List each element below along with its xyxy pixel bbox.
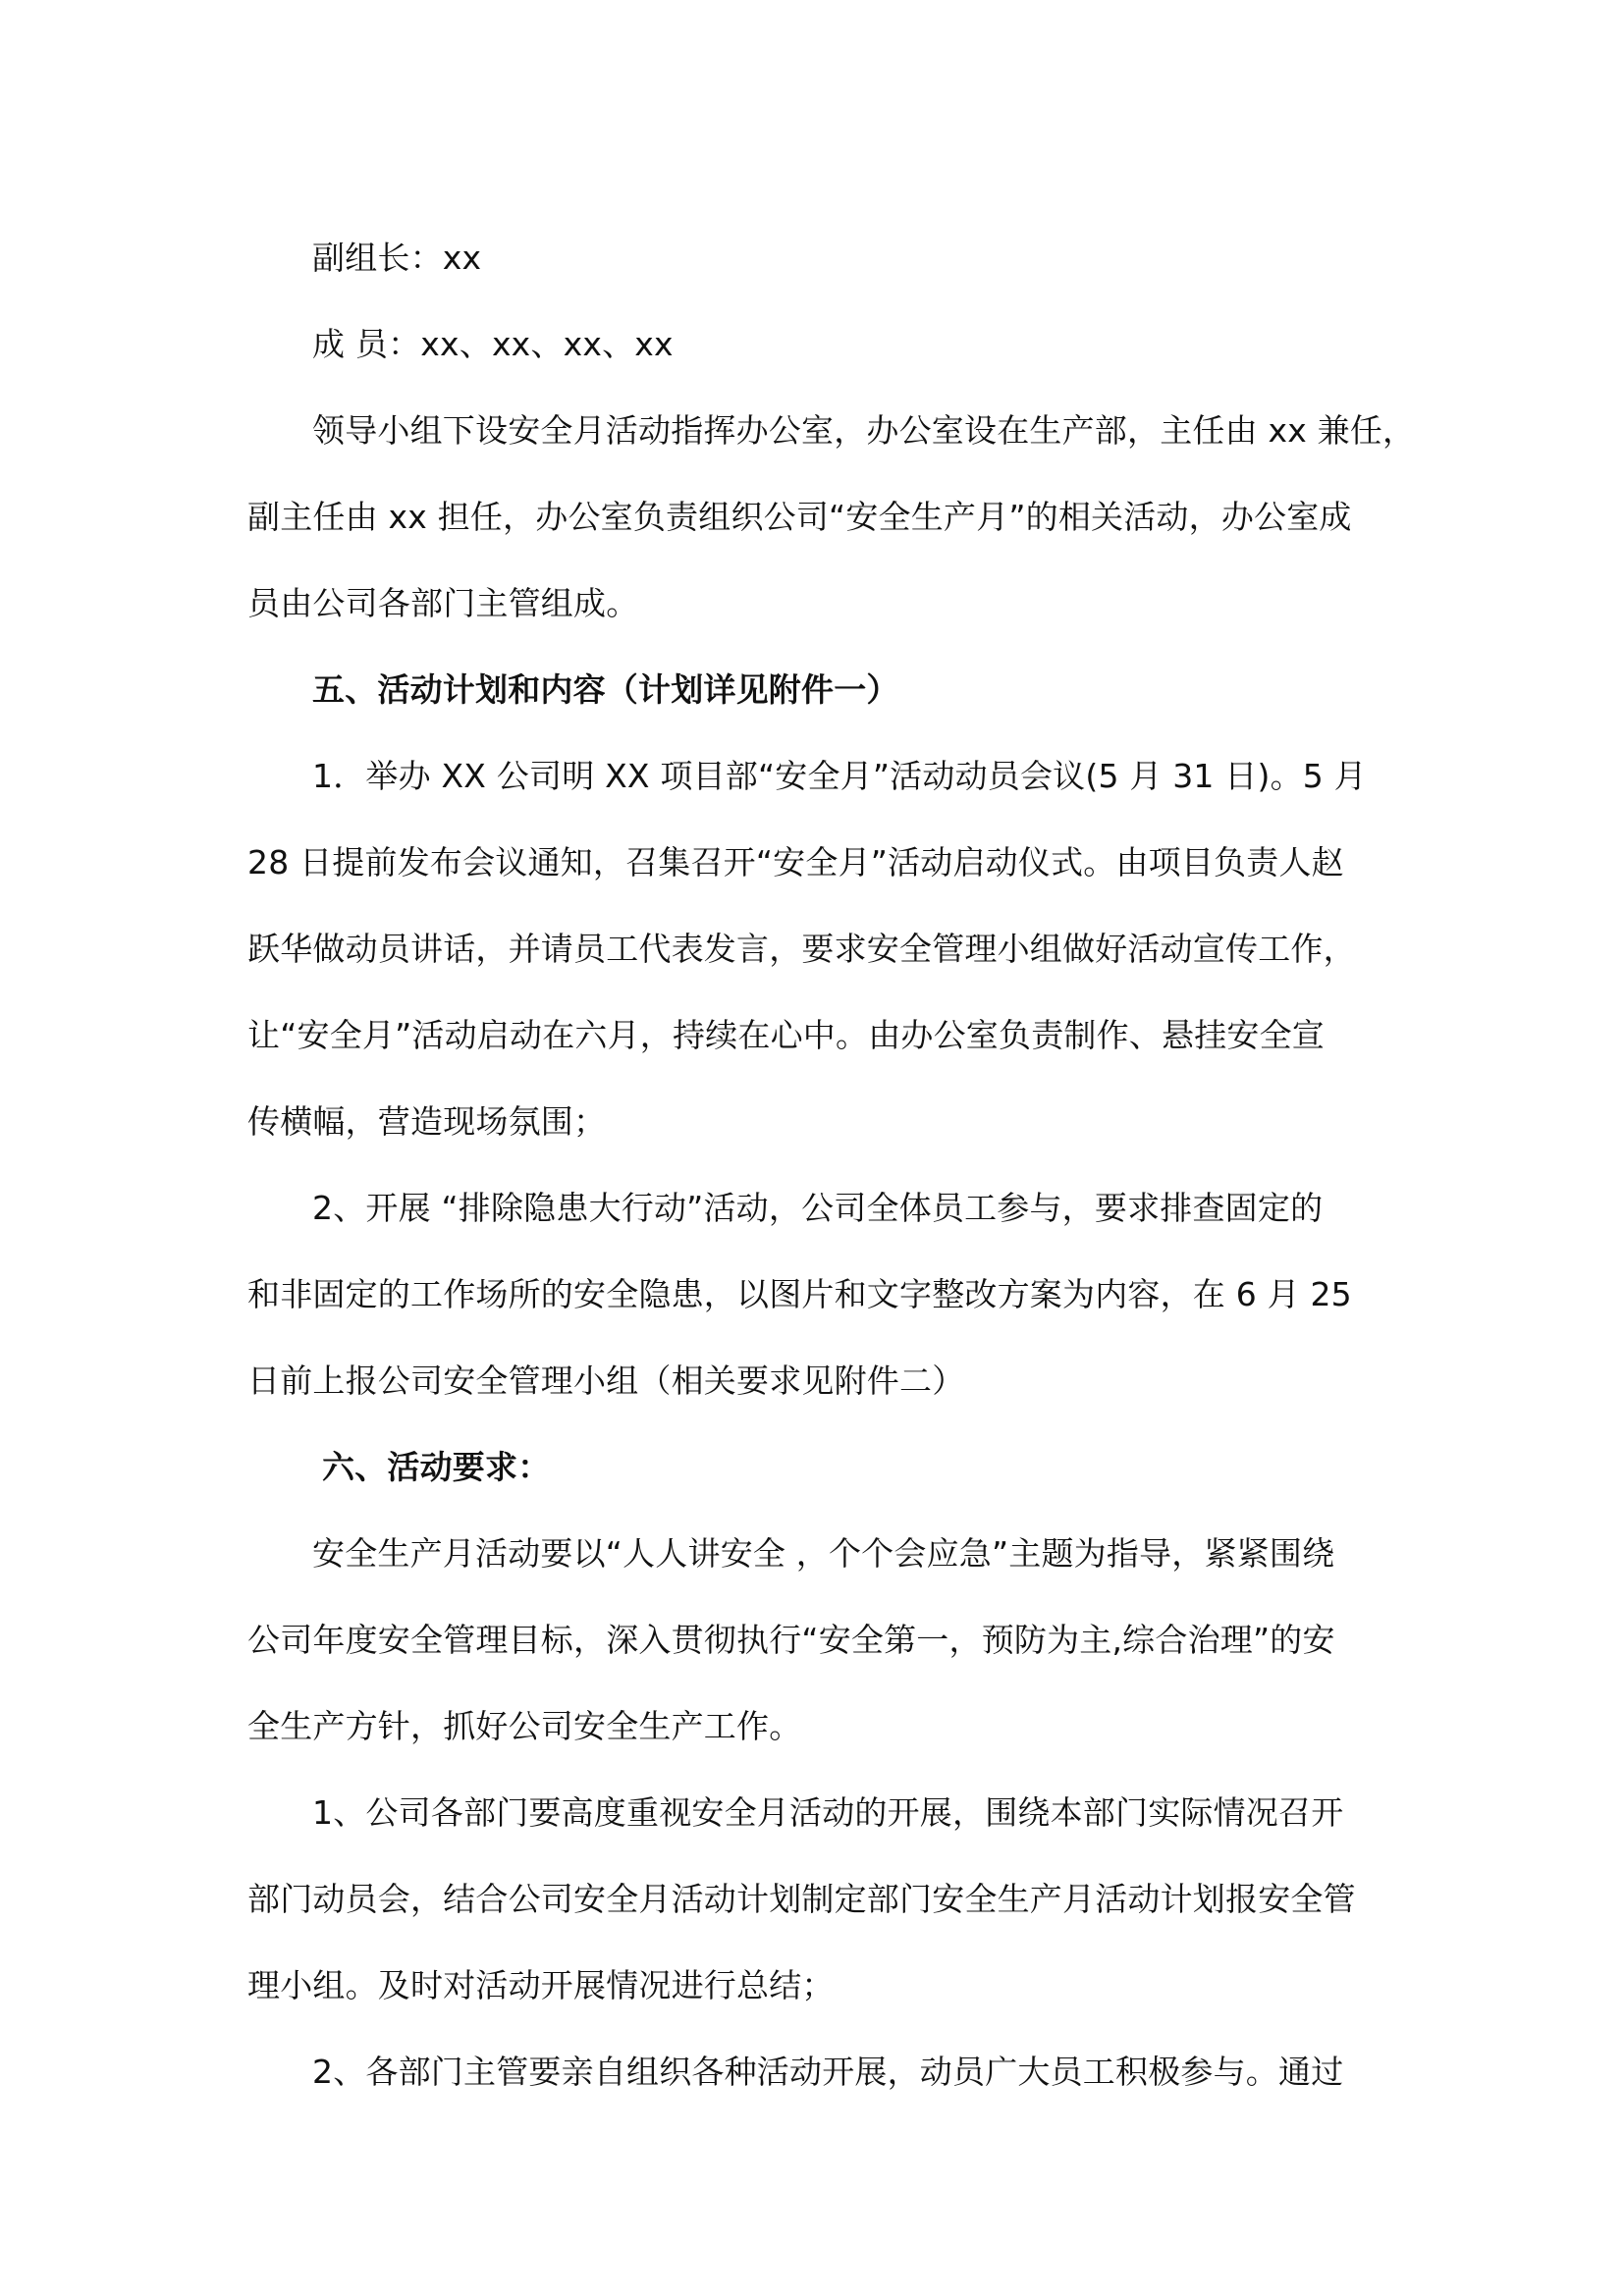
paragraph-line: 2、开展 “排除隐患大行动”活动，公司全体员工参与，要求排查固定的: [312, 1189, 1324, 1227]
paragraph-line: 2、各部门主管要亲自组织各种活动开展，动员广大员工积极参与。通过: [312, 2053, 1344, 2091]
paragraph-line: 领导小组下设安全月活动指挥办公室，办公室设在生产部，主任由 xx 兼任，: [312, 411, 1416, 450]
paragraph-line: 公司年度安全管理目标，深入贯彻执行“安全第一，预防为主,综合治理”的安: [247, 1621, 1335, 1659]
paragraph-line: 理小组。及时对活动开展情况进行总结；: [247, 1966, 835, 2004]
paragraph-line: 1．举办 XX 公司明 XX 项目部“安全月”活动动员会议(5 月 31 日)。5 月: [312, 757, 1367, 795]
paragraph-line: 1、公司各部门要高度重视安全月活动的开展，围绕本部门实际情况召开: [312, 1793, 1344, 1832]
section-heading-5: 五、活动计划和内容（计划详见附件一）: [312, 670, 899, 709]
paragraph-line: 日前上报公司安全管理小组（相关要求见附件二）: [247, 1362, 965, 1400]
members-line: 成 员：xx、xx、xx、xx: [312, 325, 674, 363]
paragraph-line: 副主任由 xx 担任，办公室负责组织公司“安全生产月”的相关活动，办公室成: [247, 498, 1352, 536]
paragraph-line: 让“安全月”活动启动在六月，持续在心中。由办公室负责制作、悬挂安全宣: [247, 1016, 1325, 1054]
paragraph-line: 全生产方针，抓好公司安全生产工作。: [247, 1707, 802, 1745]
paragraph-line: 部门动员会，结合公司安全月活动计划制定部门安全生产月活动计划报安全管: [247, 1880, 1356, 1918]
paragraph-line: 安全生产月活动要以“人人讲安全 ，个个会应急”主题为指导，紧紧围绕: [312, 1534, 1335, 1573]
paragraph-line: 员由公司各部门主管组成。: [247, 584, 639, 622]
section-heading-6: 六、活动要求：: [322, 1448, 551, 1486]
paragraph-line: 传横幅，营造现场氛围；: [247, 1102, 607, 1141]
paragraph-line: 28 日提前发布会议通知，召集召开“安全月”活动启动仪式。由项目负责人赵: [247, 843, 1344, 881]
paragraph-line: 和非固定的工作场所的安全隐患，以图片和文字整改方案为内容，在 6 月 25: [247, 1275, 1352, 1313]
paragraph-line: 跃华做动员讲话，并请员工代表发言，要求安全管理小组做好活动宣传工作，: [247, 930, 1356, 968]
deputy-leader-line: 副组长：xx: [312, 239, 482, 277]
